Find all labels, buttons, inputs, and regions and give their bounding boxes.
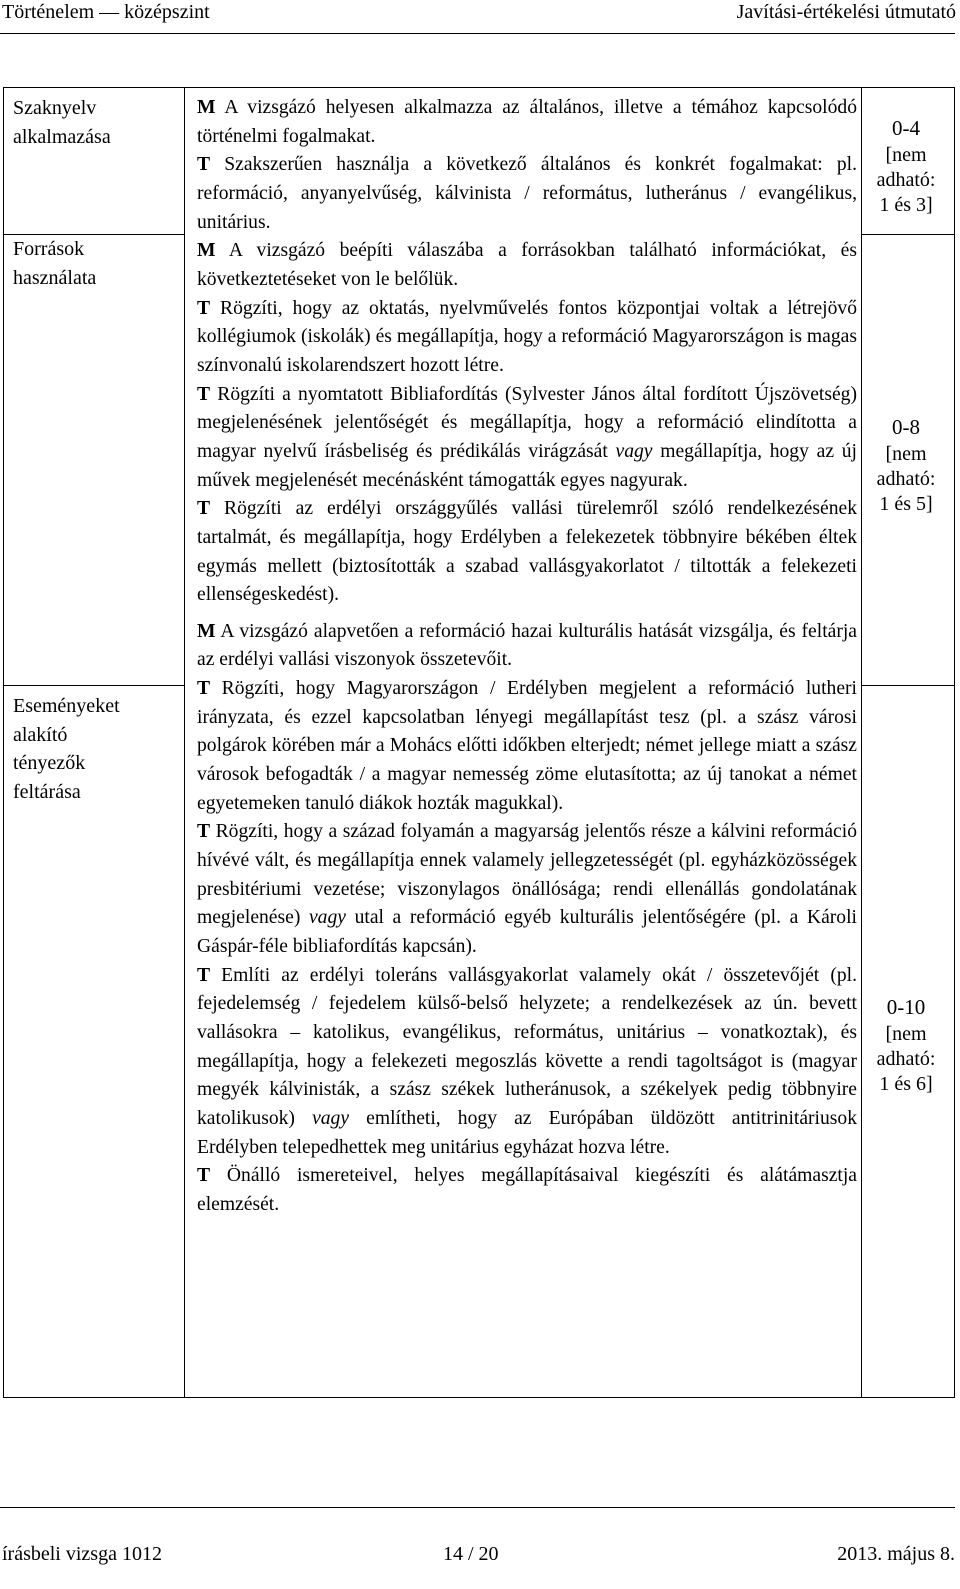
page-number: 14 / 20 <box>443 1543 499 1565</box>
paragraph: T Szakszerűen használja a következő általános és konkrét fogalmakat: pl. reformáció, anyanyelvűség, kálvinista / református, lutheránus / evangélikus, unitárius. <box>197 154 857 233</box>
score-factors: 0-10 [nem adható: 1 és 6] <box>876 995 936 1095</box>
criterion-language: Szaknyelv alkalmazása <box>13 97 111 148</box>
paragraph: M A vizsgázó beépíti válaszába a forrásokban található információkat, és következtetéseket von le belőlük. <box>197 240 857 290</box>
paragraph: T Önálló ismereteivel, helyes megállapításaival kiegészíti és alátámasztja elemzését. <box>197 1165 857 1215</box>
footer-date: 2013. május 8. <box>837 1543 955 1565</box>
paragraph: T Rögzíti, hogy Magyarországon / Erdélyben megjelent a reformáció lutheri irányzata, és ezzel kapcsolatban lényegi megállapítást tesz (pl. a szász városi polgárok körében már a Mohács előtti időkben elterjedt; német jellege miatt a szász városok befogadták / a magyar nemesség zöme elutasította; az új tanokat a német egyetemeken tanuló diákok hozták magukkal). <box>197 678 857 814</box>
footer-divider <box>0 1507 955 1508</box>
paragraph: T Említi az erdélyi toleráns vallásgyakorlat valamely okát / összetevőjét (pl. fejedelemség / fejedelem külső-belső helyzete; a rendelkezések az ún. bevett vallásokra – katolikus, evangélikus, református, unitárius – vonatkoztak), és megállapítja, hogy a felekezeti megoszlás követte a rendi tagoltságot is (magyar megyék kálvinisták, a szász székek lutheránusok, a székelyek pedig többnyire katolikusok) vagy említheti, hogy az Európában üldözött antitrinitáriusok Erdélyben telepedhettek meg unitárius egyházat hozva létre. <box>197 964 858 1158</box>
page-header <box>0 0 960 24</box>
paragraph: T Rögzíti, hogy a század folyamán a magyarság jelentős része a kálvini reformáció hívévé vált, és megállapítja ennek valamely jellegzetességét (pl. egyházközösségek presbitériumi vezetése; viszonylagos önállósága; rendi ellenállás gondolatának megjelenése) vagy utal a reformáció egyéb kulturális jelentőségére (pl. a Károli Gáspár-féle bibliafordítás kapcsán). <box>197 821 857 958</box>
score-sources: 0-8 [nem adható: 1 és 5] <box>876 415 936 515</box>
header-subject: Történelem — középszint <box>2 1 210 23</box>
paragraph: T Rögzíti, hogy az oktatás, nyelvművelés fontos központjai voltak a létrejövő kollégiumok (iskolák) és megállapítja, hogy a reformáció Magyarországon is magas színvonalú iskolarendszert hozott létre. <box>197 297 857 376</box>
header-doc-title: Javítási-értékelési útmutató <box>736 1 956 23</box>
paragraph: M A vizsgázó helyesen alkalmazza az általános, illetve a témához kapcsolódó történelmi fogalmakat. <box>197 97 857 147</box>
criterion-factors: Eseményeket alakító tényezők feltárása <box>13 695 120 804</box>
criteria-description <box>197 94 857 1220</box>
score-language: 0-4 [nem adható: 1 és 3] <box>876 116 936 216</box>
paragraph: M A vizsgázó alapvetően a reformáció hazai kulturális hatását vizsgálja, és feltárja az erdélyi vallási viszonyok összetevőit. <box>197 620 857 671</box>
paragraph: T Rögzíti a nyomtatott Bibliafordítás (Sylvester János által fordított Újszövetség) megjelenésének jelentőségét és megállapítja, hogy a reformáció elindította a magyar nyelvű írásbeliség és prédikálás virágzását vagy megállapítja, hogy az új művek megjelenését mecénásként támogatták egyes nagyurak. <box>197 383 857 491</box>
criterion-sources: Források használata <box>13 238 97 289</box>
criterion-cell <box>4 235 185 686</box>
paragraph: T Rögzíti az erdélyi országgyűlés vallási türelemről szóló rendelkezésének tartalmát, és megállapítja, hogy Erdélyben a felekezetek többnyire békében éltek egymás mellett (biztosították a szabad vallásgyakorlatot / tiltották a felekezeti ellenségeskedést). <box>197 498 857 606</box>
header-divider <box>0 33 955 34</box>
footer-exam-id: írásbeli vizsga 1012 <box>2 1543 162 1565</box>
